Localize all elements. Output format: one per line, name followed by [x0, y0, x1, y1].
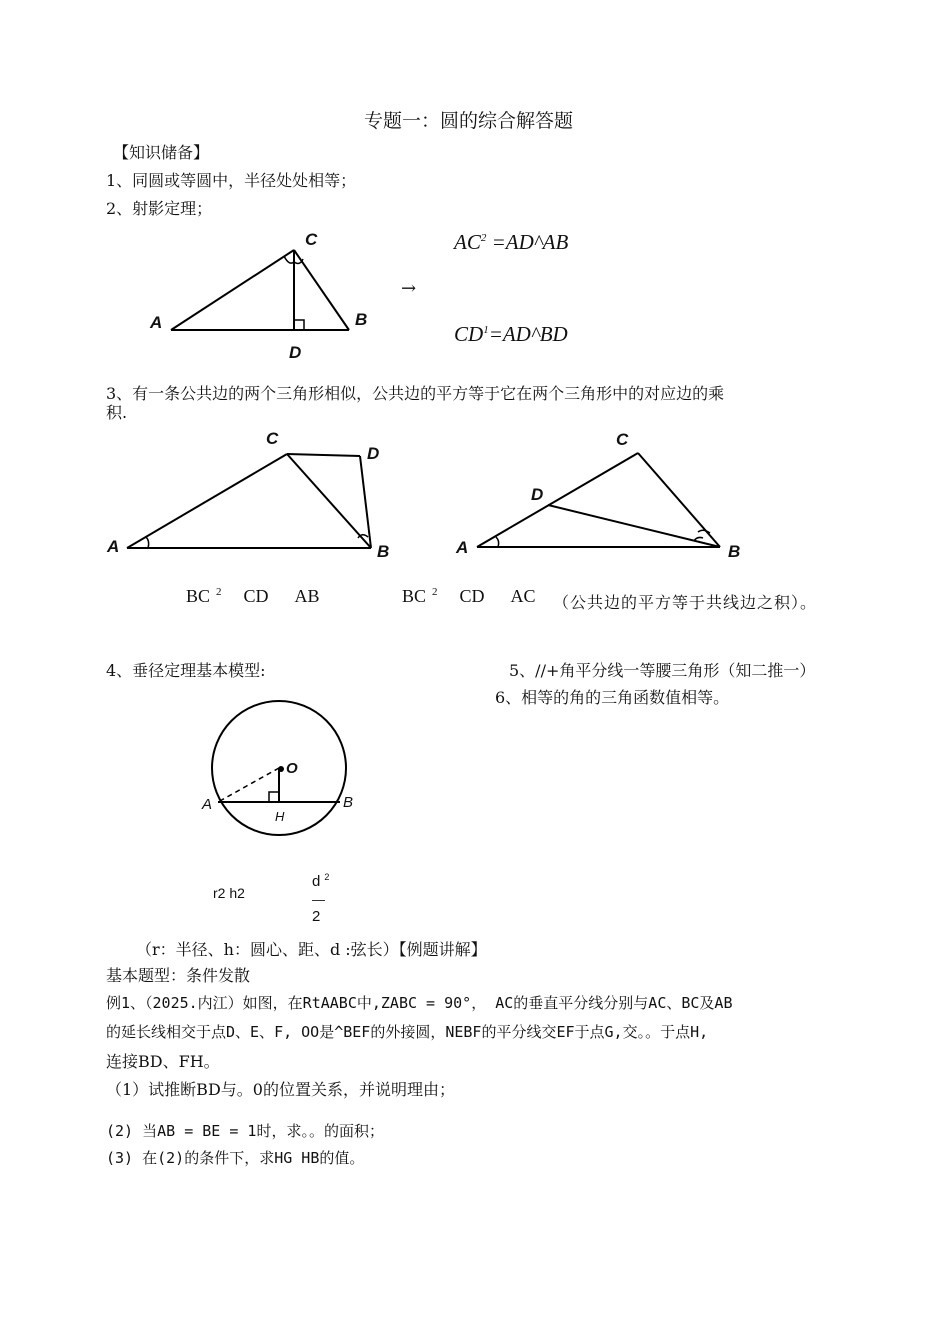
page-title: 专题一：圆的综合解答题: [364, 110, 574, 132]
sim1-label-b: B: [377, 542, 390, 561]
example-1-question-3: (3) 在(2)的条件下，求HG HB的值。: [106, 1149, 365, 1167]
proj-label-a: A: [150, 313, 163, 332]
chord-formula-numerator: d $^2$: [312, 872, 330, 890]
knowledge-item-1: 1、同圆或等圆中，半径处处相等；: [106, 171, 357, 190]
similar-condition-note: （公共边的平方等于共线边之积）。: [553, 593, 818, 612]
sim1-label-c: C: [266, 429, 279, 448]
chord-label-a: A: [202, 796, 213, 813]
chord-label-o: O: [286, 760, 298, 777]
example-1-line-1: 例1、（2025.内江）如图，在RtAABC中,ZABC = 90°， AC的垂直平分线分别与AC、BC及AB: [106, 994, 733, 1012]
chord-formula-left: r2 h2: [213, 885, 245, 901]
projection-formula-2: $CD^1=AD\^{}BD$: [454, 322, 568, 346]
example-type-line: 基本题型：条件发散: [106, 966, 251, 985]
similar-condition-2: BC $^2$ CD AC: [402, 586, 536, 606]
knowledge-heading: 【知识储备】: [113, 143, 210, 162]
example-1-line-2: 的延长线相交于点D、E、F, OO是^BEF的外接圆，NEBF的平分线交EF于点G,交。。于点H,: [106, 1023, 709, 1041]
example-1-question-2: (2) 当AB = BE = 1时，求。。的面积；: [106, 1122, 384, 1140]
sim1-label-a: A: [107, 537, 120, 556]
arrow-icon: →: [401, 278, 417, 299]
example-1-question-1: （1）试推断BD与。0的位置关系，并说明理由；: [106, 1080, 455, 1099]
sim2-label-a: A: [456, 538, 469, 557]
knowledge-item-5: 5、//+角平分线一等腰三角形（知二推一）: [509, 661, 816, 680]
knowledge-item-6: 6、相等的角的三角函数值相等。: [495, 688, 730, 707]
chord-formula-bar: —: [312, 892, 325, 907]
proj-label-d: D: [289, 343, 302, 362]
projection-formula-1: $AC^2$ =AD^AB: [454, 230, 569, 254]
chord-legend: （r：半径、h：圆心、距、d :弦长）【例题讲解】: [136, 940, 487, 959]
knowledge-item-2: 2、射影定理；: [106, 199, 213, 218]
sim1-label-d: D: [367, 444, 380, 463]
example-1-line-3: 连接BD、FH。: [106, 1052, 220, 1071]
chord-label-b: B: [343, 794, 354, 811]
knowledge-item-3-line-2: 积.: [106, 403, 128, 422]
chord-formula-denominator: 2: [312, 908, 321, 925]
chord-label-h: H: [275, 809, 285, 824]
sim2-label-b: B: [728, 542, 741, 561]
proj-label-b: B: [355, 310, 368, 329]
knowledge-item-4: 4、垂径定理基本模型:: [106, 661, 266, 680]
sim2-label-d: D: [531, 485, 544, 504]
similar-condition-1: BC $^2$ CD AB: [186, 586, 320, 606]
proj-label-c: C: [305, 230, 318, 249]
sim2-label-c: C: [616, 430, 629, 449]
knowledge-item-3-line-1: 3、有一条公共边的两个三角形相似，公共边的平方等于它在两个三角形中的对应边的乘: [106, 384, 725, 403]
